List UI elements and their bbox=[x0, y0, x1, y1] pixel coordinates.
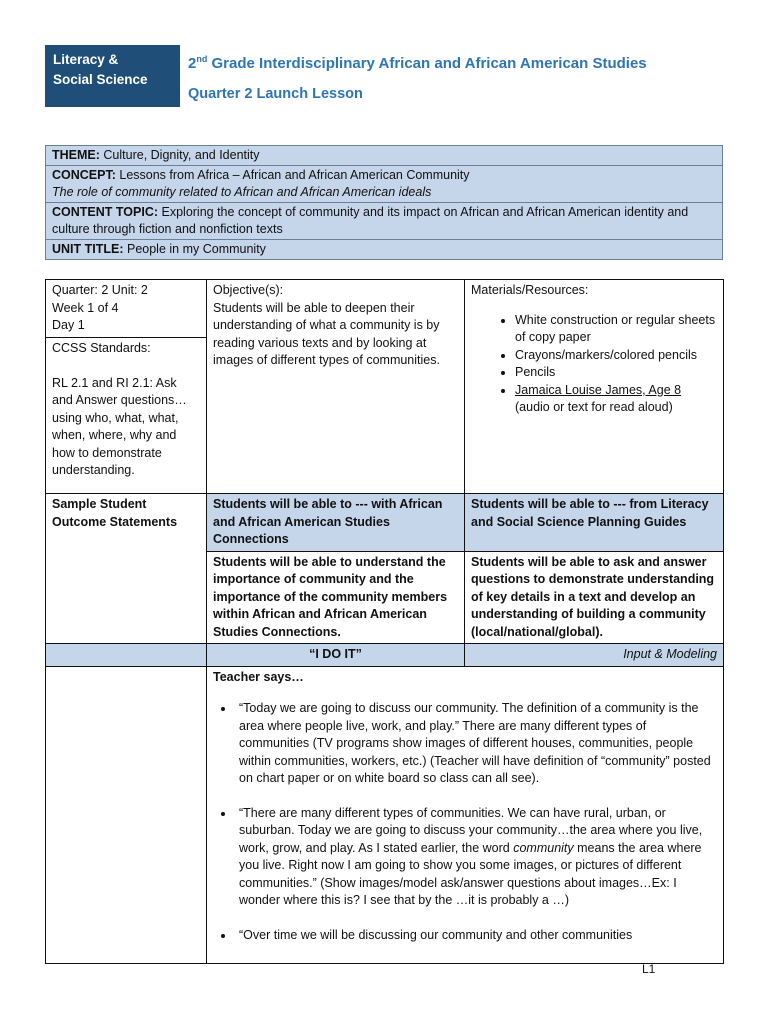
i-do-it-label: “I DO IT” bbox=[207, 644, 465, 667]
program-logo bbox=[45, 45, 180, 107]
material-item: • White construction or regular sheets of copy paper bbox=[515, 312, 717, 347]
concept-value: Lessons from Africa – African and African American Community bbox=[115, 168, 470, 182]
materials-cell bbox=[465, 280, 724, 494]
content-topic-row bbox=[46, 203, 723, 240]
planning-guides-outcome-text: Students will be able to ask and answer questions to demonstrate understanding of key details in a text and develop an understanding of building a community (local/national/global). bbox=[465, 551, 724, 644]
page-title bbox=[188, 54, 647, 72]
teacher-says-spacer bbox=[46, 666, 207, 964]
unit-title-label: UNIT TITLE: bbox=[52, 242, 124, 256]
unit-info-table bbox=[45, 145, 723, 260]
grade-number: 2 bbox=[188, 55, 197, 72]
bullet2-italic: community bbox=[513, 840, 574, 855]
teacher-says-bullet: • “Over time we will be discussing our community and other communities bbox=[235, 927, 717, 945]
teacher-says-cell bbox=[207, 666, 724, 964]
schedule-cell bbox=[46, 280, 207, 338]
material-item bbox=[515, 382, 717, 417]
concept-italic: The role of community related to African and African American ideals bbox=[52, 185, 432, 199]
concept-row bbox=[46, 166, 723, 203]
ccss-text: RL 2.1 and RI 2.1: Ask and Answer questions…using who, what, what, when, where, why and how to demonstrate understanding. bbox=[52, 375, 187, 477]
unit-title-row bbox=[46, 240, 723, 260]
read-aloud-note: (audio or text for read aloud) bbox=[515, 400, 673, 414]
theme-row bbox=[46, 146, 723, 166]
bullet2-part-b: means the area where you live. Right now I am going to show you some images, or pictures of different communities.” (Show images/model ask/answer questions about images…Ex: I wonder where this is? I see that by the …it is probably a …) bbox=[239, 840, 702, 907]
teacher-says-bullet: • “Today we are going to discuss our community. The definition of a community is the area where people live, work, and play.” There are many different types of communities (TV programs show images of different houses, communities, people within communities, workers, etc.) (Teacher will have definition of “community” posted on chart paper or on white board so class can all see). bbox=[235, 700, 717, 788]
teacher-says-bullet bbox=[235, 805, 717, 910]
concept-label: CONCEPT: bbox=[52, 168, 116, 182]
theme-value: Culture, Dignity, and Identity bbox=[99, 148, 260, 162]
aaas-outcome-text: Students will be able to understand the importance of community and the importance of the community members within African and African American Studies Connections. bbox=[207, 551, 465, 644]
logo-line-1: Literacy & bbox=[53, 52, 119, 67]
materials-title: Materials/Resources: bbox=[471, 283, 589, 297]
planning-guides-header: Students will be able to --- from Literacy and Social Science Planning Guides bbox=[465, 494, 724, 552]
page-subtitle: Quarter 2 Launch Lesson bbox=[188, 86, 363, 102]
teacher-says-list bbox=[213, 700, 717, 944]
content-topic-value: Exploring the concept of community and its impact on African and African American identity and culture through fiction and nonfiction texts bbox=[52, 205, 689, 236]
objectives-text: Students will be able to deepen their understanding of what a community is by reading various texts and by looking at images of different types of communities. bbox=[213, 300, 440, 367]
grade-title-text: Grade Interdisciplinary African and African American Studies bbox=[207, 55, 647, 72]
material-item: • Pencils bbox=[515, 364, 717, 382]
objectives-title: Objective(s): bbox=[213, 283, 284, 297]
i-do-it-spacer bbox=[46, 644, 207, 667]
aaas-connections-header: Students will be able to --- with African and African American Studies Connections bbox=[207, 494, 465, 552]
grade-superscript: nd bbox=[196, 54, 208, 64]
outcome-label: Sample Student Outcome Statements bbox=[46, 494, 207, 644]
input-modeling-label: Input & Modeling bbox=[465, 644, 724, 667]
logo-line-2: Social Science bbox=[53, 72, 148, 87]
bullet2-part-a: “There are many different types of communities. We can have rural, urban, or suburban. Today we are going to discuss your community…the area where you live, work, grow, and play. As I stated earlier, the word bbox=[239, 805, 703, 855]
day-line: Day 1 bbox=[52, 318, 85, 332]
theme-label: THEME: bbox=[52, 148, 100, 162]
teacher-says-title: Teacher says… bbox=[213, 669, 304, 684]
quarter-line: Quarter: 2 Unit: 2 bbox=[52, 283, 148, 297]
material-item: • Crayons/markers/colored pencils bbox=[515, 347, 717, 365]
lesson-table bbox=[45, 279, 724, 964]
read-aloud-link[interactable]: Jamaica Louise James, Age 8 bbox=[515, 382, 682, 397]
ccss-title: CCSS Standards: bbox=[52, 341, 151, 355]
ccss-cell bbox=[46, 338, 207, 494]
objectives-cell bbox=[207, 280, 465, 494]
page-number: L1 bbox=[642, 962, 656, 976]
materials-list bbox=[471, 312, 717, 417]
content-topic-label: CONTENT TOPIC: bbox=[52, 205, 159, 219]
unit-title-value: People in my Community bbox=[123, 242, 266, 256]
week-line: Week 1 of 4 bbox=[52, 300, 119, 315]
